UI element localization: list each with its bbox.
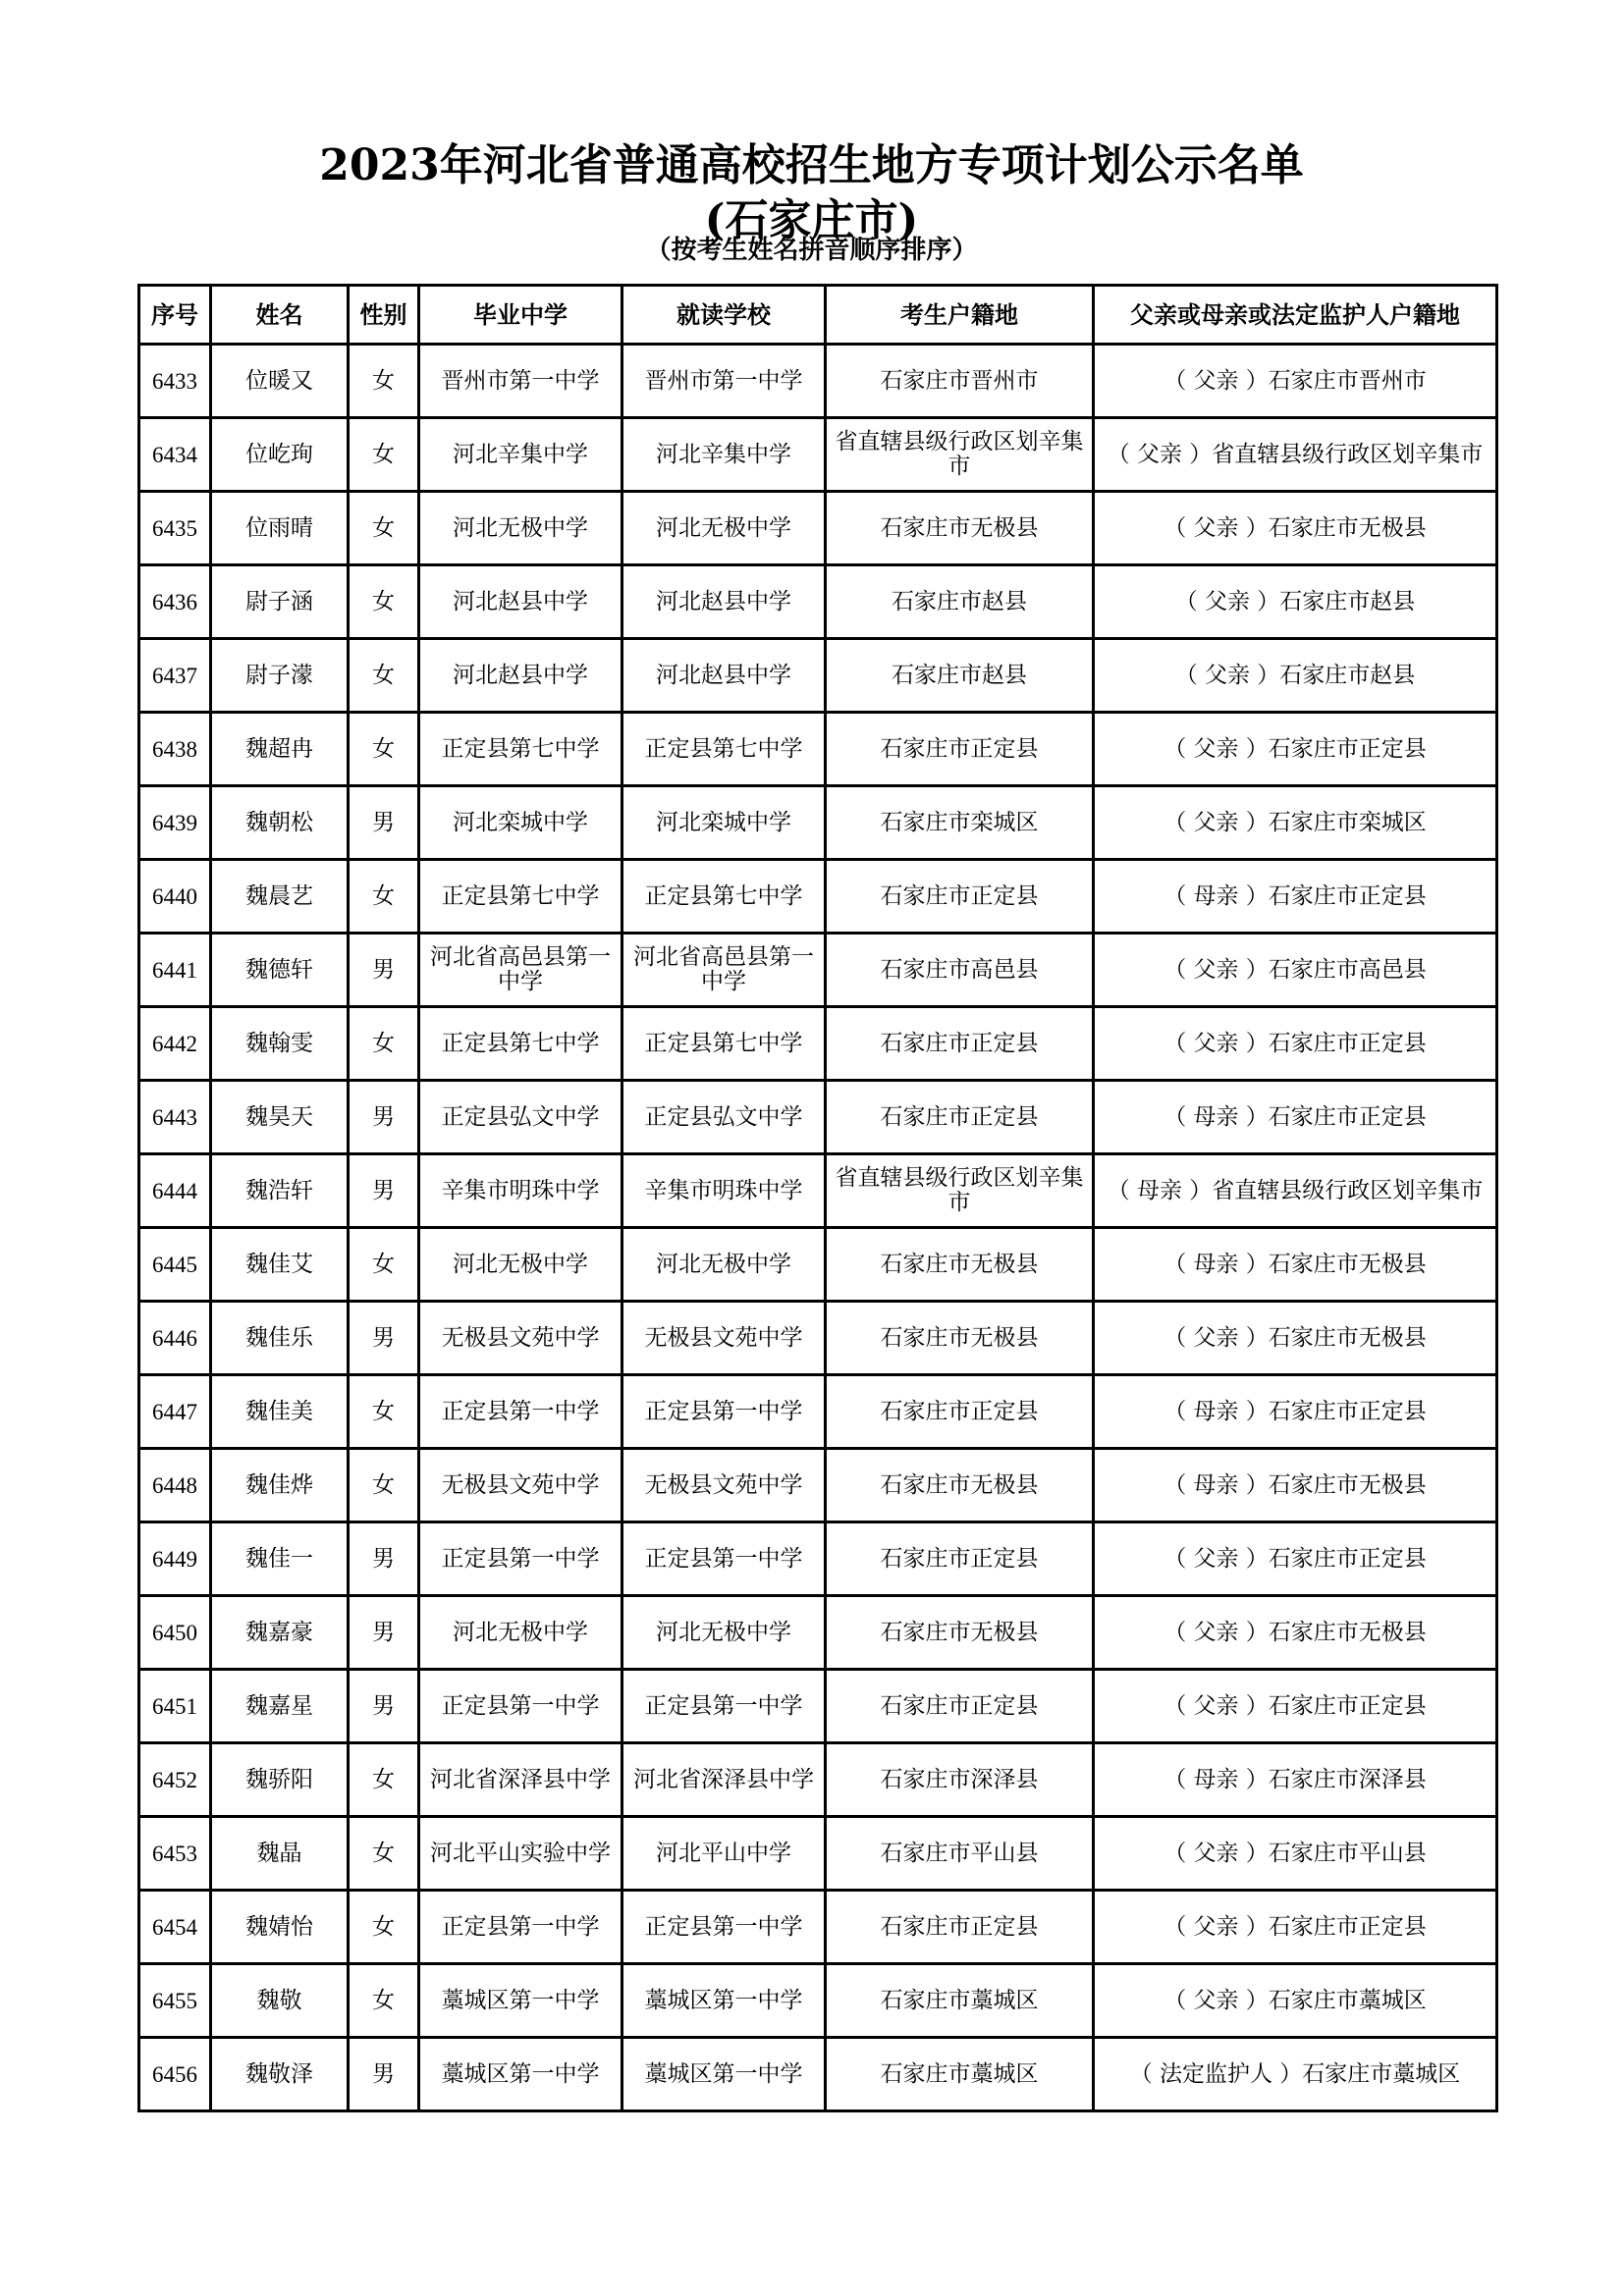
cell-graduation-school: 河北省高邑县第一中学 xyxy=(419,934,622,1007)
cell-student-residence: 石家庄市赵县 xyxy=(826,639,1094,713)
cell-graduation-school: 河北省深泽县中学 xyxy=(419,1743,622,1817)
cell-current-school: 河北平山中学 xyxy=(622,1817,826,1891)
cell-index: 6449 xyxy=(139,1522,211,1596)
cell-name: 魏佳乐 xyxy=(211,1302,349,1375)
cell-name: 魏佳烨 xyxy=(211,1449,349,1522)
cell-gender: 女 xyxy=(349,713,419,786)
cell-graduation-school: 正定县第一中学 xyxy=(419,1522,622,1596)
cell-student-residence: 石家庄市藁城区 xyxy=(826,1964,1094,2038)
cell-gender: 女 xyxy=(349,1743,419,1817)
cell-guardian-residence: （ 父亲 ）石家庄市无极县 xyxy=(1094,492,1497,565)
table-row xyxy=(139,345,1497,418)
cell-guardian-residence: （ 父亲 ）石家庄市藁城区 xyxy=(1094,1964,1497,2038)
cell-graduation-school: 藁城区第一中学 xyxy=(419,1964,622,2038)
cell-gender: 男 xyxy=(349,1081,419,1154)
table-row xyxy=(139,418,1497,492)
header-graduation-school: 毕业中学 xyxy=(419,286,622,345)
cell-gender: 女 xyxy=(349,860,419,934)
cell-name: 位暖又 xyxy=(211,345,349,418)
cell-current-school: 河北栾城中学 xyxy=(622,786,826,860)
cell-name: 魏朝松 xyxy=(211,786,349,860)
cell-name: 魏佳一 xyxy=(211,1522,349,1596)
cell-gender: 女 xyxy=(349,492,419,565)
cell-index: 6433 xyxy=(139,345,211,418)
table-row xyxy=(139,860,1497,934)
cell-name: 魏敬泽 xyxy=(211,2038,349,2111)
table-row xyxy=(139,565,1497,639)
table-row xyxy=(139,2038,1497,2111)
cell-name: 魏浩轩 xyxy=(211,1154,349,1228)
cell-guardian-residence: （ 母亲 ）石家庄市无极县 xyxy=(1094,1449,1497,1522)
cell-student-residence: 石家庄市正定县 xyxy=(826,1891,1094,1964)
cell-index: 6453 xyxy=(139,1817,211,1891)
cell-gender: 女 xyxy=(349,1375,419,1449)
cell-gender: 男 xyxy=(349,1522,419,1596)
cell-student-residence: 石家庄市栾城区 xyxy=(826,786,1094,860)
cell-gender: 女 xyxy=(349,1228,419,1302)
cell-name: 魏昊天 xyxy=(211,1081,349,1154)
cell-gender: 女 xyxy=(349,1007,419,1081)
header-gender: 性别 xyxy=(349,286,419,345)
cell-student-residence: 石家庄市无极县 xyxy=(826,492,1094,565)
table-row xyxy=(139,934,1497,1007)
cell-student-residence: 石家庄市正定县 xyxy=(826,1670,1094,1743)
cell-guardian-residence: （ 父亲 ）石家庄市无极县 xyxy=(1094,1596,1497,1670)
cell-index: 6445 xyxy=(139,1228,211,1302)
cell-student-residence: 石家庄市晋州市 xyxy=(826,345,1094,418)
cell-graduation-school: 河北平山实验中学 xyxy=(419,1817,622,1891)
cell-graduation-school: 无极县文苑中学 xyxy=(419,1302,622,1375)
cell-student-residence: 石家庄市无极县 xyxy=(826,1596,1094,1670)
cell-gender: 女 xyxy=(349,1449,419,1522)
cell-gender: 男 xyxy=(349,1596,419,1670)
cell-gender: 女 xyxy=(349,565,419,639)
cell-guardian-residence: （ 父亲 ）石家庄市栾城区 xyxy=(1094,786,1497,860)
cell-index: 6436 xyxy=(139,565,211,639)
cell-gender: 男 xyxy=(349,1154,419,1228)
cell-guardian-residence: （ 父亲 ）石家庄市正定县 xyxy=(1094,1670,1497,1743)
cell-name: 尉子濛 xyxy=(211,639,349,713)
cell-current-school: 正定县第一中学 xyxy=(622,1375,826,1449)
cell-student-residence: 石家庄市正定县 xyxy=(826,1522,1094,1596)
cell-gender: 女 xyxy=(349,639,419,713)
cell-graduation-school: 河北赵县中学 xyxy=(419,565,622,639)
table-row xyxy=(139,1375,1497,1449)
cell-graduation-school: 藁城区第一中学 xyxy=(419,2038,622,2111)
cell-guardian-residence: （ 父亲 ）石家庄市赵县 xyxy=(1094,639,1497,713)
header-current-school: 就读学校 xyxy=(622,286,826,345)
table-row xyxy=(139,1154,1497,1228)
cell-name: 魏嘉星 xyxy=(211,1670,349,1743)
cell-index: 6456 xyxy=(139,2038,211,2111)
cell-student-residence: 石家庄市正定县 xyxy=(826,1081,1094,1154)
cell-graduation-school: 正定县第七中学 xyxy=(419,1007,622,1081)
cell-graduation-school: 河北无极中学 xyxy=(419,492,622,565)
cell-index: 6454 xyxy=(139,1891,211,1964)
table-row xyxy=(139,786,1497,860)
cell-graduation-school: 河北无极中学 xyxy=(419,1228,622,1302)
cell-graduation-school: 辛集市明珠中学 xyxy=(419,1154,622,1228)
cell-index: 6447 xyxy=(139,1375,211,1449)
cell-index: 6438 xyxy=(139,713,211,786)
cell-guardian-residence: （ 父亲 ）石家庄市无极县 xyxy=(1094,1302,1497,1375)
table-row xyxy=(139,1081,1497,1154)
cell-index: 6451 xyxy=(139,1670,211,1743)
cell-current-school: 河北无极中学 xyxy=(622,1596,826,1670)
table-row xyxy=(139,1891,1497,1964)
cell-current-school: 无极县文苑中学 xyxy=(622,1302,826,1375)
cell-student-residence: 省直辖县级行政区划辛集市 xyxy=(826,1154,1094,1228)
cell-current-school: 河北省高邑县第一中学 xyxy=(622,934,826,1007)
cell-index: 6442 xyxy=(139,1007,211,1081)
cell-index: 6444 xyxy=(139,1154,211,1228)
cell-graduation-school: 正定县第七中学 xyxy=(419,713,622,786)
cell-gender: 女 xyxy=(349,418,419,492)
table-row xyxy=(139,1522,1497,1596)
header-name: 姓名 xyxy=(211,286,349,345)
cell-name: 魏翰雯 xyxy=(211,1007,349,1081)
cell-student-residence: 石家庄市正定县 xyxy=(826,860,1094,934)
table-row xyxy=(139,1743,1497,1817)
table-row xyxy=(139,1964,1497,2038)
cell-gender: 男 xyxy=(349,786,419,860)
cell-index: 6452 xyxy=(139,1743,211,1817)
table-row xyxy=(139,713,1497,786)
cell-current-school: 正定县第一中学 xyxy=(622,1891,826,1964)
cell-name: 魏晶 xyxy=(211,1817,349,1891)
cell-guardian-residence: （ 母亲 ）省直辖县级行政区划辛集市 xyxy=(1094,1154,1497,1228)
table-header-row xyxy=(139,286,1497,345)
cell-index: 6440 xyxy=(139,860,211,934)
cell-name: 魏嘉豪 xyxy=(211,1596,349,1670)
cell-current-school: 河北无极中学 xyxy=(622,492,826,565)
cell-index: 6435 xyxy=(139,492,211,565)
cell-name: 位雨晴 xyxy=(211,492,349,565)
cell-name: 魏超冉 xyxy=(211,713,349,786)
table-row xyxy=(139,1817,1497,1891)
cell-current-school: 正定县第一中学 xyxy=(622,1522,826,1596)
cell-current-school: 辛集市明珠中学 xyxy=(622,1154,826,1228)
table-row xyxy=(139,639,1497,713)
cell-current-school: 河北赵县中学 xyxy=(622,639,826,713)
table-row xyxy=(139,1449,1497,1522)
table-row xyxy=(139,1670,1497,1743)
cell-current-school: 河北省深泽县中学 xyxy=(622,1743,826,1817)
cell-guardian-residence: （ 法定监护人 ）石家庄市藁城区 xyxy=(1094,2038,1497,2111)
cell-student-residence: 石家庄市平山县 xyxy=(826,1817,1094,1891)
cell-graduation-school: 正定县第一中学 xyxy=(419,1670,622,1743)
cell-index: 6441 xyxy=(139,934,211,1007)
table-row xyxy=(139,1302,1497,1375)
roster-table xyxy=(137,284,1498,2112)
cell-name: 魏骄阳 xyxy=(211,1743,349,1817)
cell-current-school: 正定县弘文中学 xyxy=(622,1081,826,1154)
cell-guardian-residence: （ 母亲 ）石家庄市正定县 xyxy=(1094,1375,1497,1449)
cell-graduation-school: 正定县第一中学 xyxy=(419,1891,622,1964)
cell-gender: 女 xyxy=(349,1891,419,1964)
cell-guardian-residence: （ 父亲 ）石家庄市赵县 xyxy=(1094,565,1497,639)
cell-index: 6455 xyxy=(139,1964,211,2038)
cell-guardian-residence: （ 父亲 ）石家庄市正定县 xyxy=(1094,713,1497,786)
cell-graduation-school: 河北赵县中学 xyxy=(419,639,622,713)
cell-current-school: 正定县第一中学 xyxy=(622,1670,826,1743)
cell-gender: 男 xyxy=(349,1302,419,1375)
header-student-residence: 考生户籍地 xyxy=(826,286,1094,345)
cell-graduation-school: 晋州市第一中学 xyxy=(419,345,622,418)
cell-student-residence: 石家庄市无极县 xyxy=(826,1302,1094,1375)
cell-current-school: 正定县第七中学 xyxy=(622,860,826,934)
cell-student-residence: 石家庄市正定县 xyxy=(826,713,1094,786)
cell-student-residence: 石家庄市藁城区 xyxy=(826,2038,1094,2111)
cell-current-school: 河北辛集中学 xyxy=(622,418,826,492)
cell-student-residence: 石家庄市正定县 xyxy=(826,1375,1094,1449)
table-row xyxy=(139,1596,1497,1670)
cell-guardian-residence: （ 母亲 ）石家庄市正定县 xyxy=(1094,1081,1497,1154)
cell-graduation-school: 河北无极中学 xyxy=(419,1596,622,1670)
cell-current-school: 无极县文苑中学 xyxy=(622,1449,826,1522)
header-guardian-residence: 父亲或母亲或法定监护人户籍地 xyxy=(1094,286,1497,345)
cell-current-school: 河北赵县中学 xyxy=(622,565,826,639)
cell-name: 魏敬 xyxy=(211,1964,349,2038)
cell-graduation-school: 正定县弘文中学 xyxy=(419,1081,622,1154)
cell-student-residence: 石家庄市深泽县 xyxy=(826,1743,1094,1817)
cell-current-school: 晋州市第一中学 xyxy=(622,345,826,418)
cell-student-residence: 石家庄市无极县 xyxy=(826,1228,1094,1302)
document-title: 2023年河北省普通高校招生地方专项计划公示名单 xyxy=(319,140,1304,190)
cell-name: 魏佳艾 xyxy=(211,1228,349,1302)
cell-gender: 男 xyxy=(349,1670,419,1743)
cell-guardian-residence: （ 父亲 ）石家庄市正定县 xyxy=(1094,1891,1497,1964)
cell-index: 6446 xyxy=(139,1302,211,1375)
header-index: 序号 xyxy=(139,286,211,345)
cell-current-school: 藁城区第一中学 xyxy=(622,1964,826,2038)
cell-graduation-school: 正定县第七中学 xyxy=(419,860,622,934)
cell-index: 6434 xyxy=(139,418,211,492)
cell-guardian-residence: （ 父亲 ）石家庄市平山县 xyxy=(1094,1817,1497,1891)
cell-current-school: 河北无极中学 xyxy=(622,1228,826,1302)
cell-current-school: 正定县第七中学 xyxy=(622,713,826,786)
cell-current-school: 正定县第七中学 xyxy=(622,1007,826,1081)
cell-guardian-residence: （ 父亲 ）石家庄市高邑县 xyxy=(1094,934,1497,1007)
cell-index: 6448 xyxy=(139,1449,211,1522)
table-row xyxy=(139,1228,1497,1302)
cell-name: 魏佳美 xyxy=(211,1375,349,1449)
cell-student-residence: 石家庄市高邑县 xyxy=(826,934,1094,1007)
cell-graduation-school: 河北辛集中学 xyxy=(419,418,622,492)
cell-graduation-school: 正定县第一中学 xyxy=(419,1375,622,1449)
cell-guardian-residence: （ 父亲 ）石家庄市正定县 xyxy=(1094,1007,1497,1081)
sort-note: （按考生姓名拼音顺序排序） xyxy=(645,236,978,265)
cell-gender: 女 xyxy=(349,1817,419,1891)
cell-name: 尉子涵 xyxy=(211,565,349,639)
cell-gender: 男 xyxy=(349,2038,419,2111)
cell-student-residence: 石家庄市无极县 xyxy=(826,1449,1094,1522)
cell-name: 魏晨艺 xyxy=(211,860,349,934)
cell-student-residence: 石家庄市赵县 xyxy=(826,565,1094,639)
cell-index: 6437 xyxy=(139,639,211,713)
cell-index: 6439 xyxy=(139,786,211,860)
cell-name: 魏婧怡 xyxy=(211,1891,349,1964)
cell-name: 魏德轩 xyxy=(211,934,349,1007)
cell-name: 位屹珣 xyxy=(211,418,349,492)
cell-guardian-residence: （ 父亲 ）省直辖县级行政区划辛集市 xyxy=(1094,418,1497,492)
table-row xyxy=(139,492,1497,565)
cell-gender: 男 xyxy=(349,934,419,1007)
cell-gender: 女 xyxy=(349,1964,419,2038)
cell-guardian-residence: （ 母亲 ）石家庄市正定县 xyxy=(1094,860,1497,934)
document-subtitle: (石家庄市) xyxy=(704,195,919,245)
cell-guardian-residence: （ 母亲 ）石家庄市深泽县 xyxy=(1094,1743,1497,1817)
table-row xyxy=(139,1007,1497,1081)
cell-guardian-residence: （ 父亲 ）石家庄市晋州市 xyxy=(1094,345,1497,418)
cell-guardian-residence: （ 父亲 ）石家庄市正定县 xyxy=(1094,1522,1497,1596)
cell-graduation-school: 无极县文苑中学 xyxy=(419,1449,622,1522)
cell-student-residence: 石家庄市正定县 xyxy=(826,1007,1094,1081)
cell-guardian-residence: （ 母亲 ）石家庄市无极县 xyxy=(1094,1228,1497,1302)
cell-index: 6450 xyxy=(139,1596,211,1670)
cell-student-residence: 省直辖县级行政区划辛集市 xyxy=(826,418,1094,492)
cell-graduation-school: 河北栾城中学 xyxy=(419,786,622,860)
cell-gender: 女 xyxy=(349,345,419,418)
cell-current-school: 藁城区第一中学 xyxy=(622,2038,826,2111)
cell-index: 6443 xyxy=(139,1081,211,1154)
